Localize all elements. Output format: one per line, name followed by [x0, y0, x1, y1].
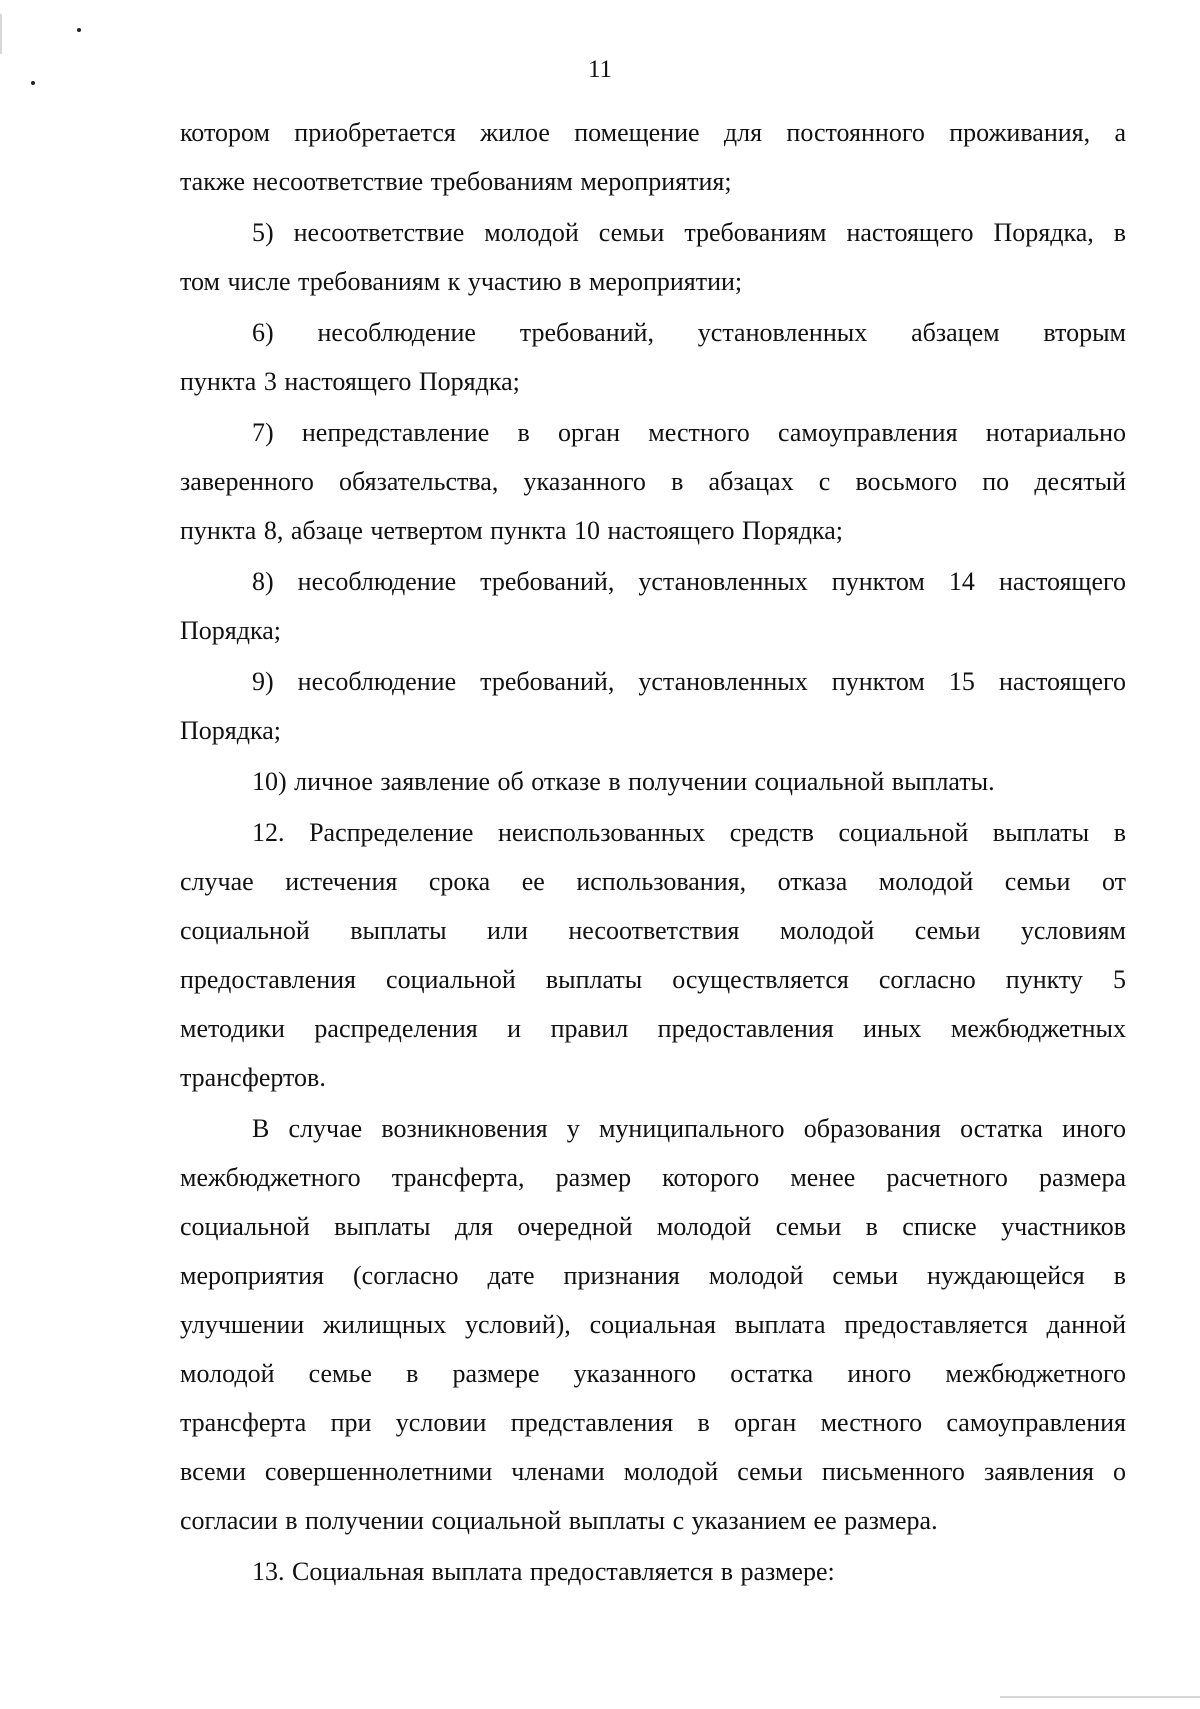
p7-line-3: пункта 8, абзаце четвертом пункта 10 настоящего Порядка; — [180, 516, 844, 545]
p9-line-2: Порядка; — [180, 716, 281, 745]
scan-edge-mark-bottom-right — [1000, 1696, 1200, 1698]
p12-line-4: предоставления социальной выплаты осуществляется согласно пункту 5 — [180, 965, 1126, 994]
p12b-line-5: улучшении жилищных условий), социальная выплата предоставляется данной — [180, 1310, 1126, 1339]
p5-line-1: 5) несоответствие молодой семьи требованиям настоящего Порядка, в — [252, 218, 1126, 247]
p6-line-1: 6) несоблюдение требований, установленных абзацем вторым — [252, 318, 1126, 347]
p10-line-1: 10) личное заявление об отказе в получении социальной выплаты. — [252, 767, 995, 796]
p7-line-1: 7) непредставление в орган местного самоуправления нотариально — [252, 418, 1126, 447]
scan-speck-top — [77, 28, 81, 32]
p0-line-1: котором приобретается жилое помещение для постоянного проживания, а — [180, 118, 1126, 147]
p12-line-2: случае истечения срока ее использования, отказа молодой семьи от — [180, 867, 1126, 896]
p12b-line-8: всеми совершеннолетними членами молодой семьи письменного заявления о — [180, 1457, 1126, 1486]
p12b-line-6: молодой семье в размере указанного остатка иного межбюджетного — [180, 1359, 1126, 1388]
p7-line-2: заверенного обязательства, указанного в абзацах с восьмого по десятый — [180, 467, 1126, 496]
p12-line-6: трансфертов. — [180, 1063, 326, 1092]
p12b-line-7: трансферта при условии представления в орган местного самоуправления — [180, 1408, 1126, 1437]
p13-line-1: 13. Социальная выплата предоставляется в размере: — [252, 1557, 835, 1586]
p12b-line-9: согласии в получении социальной выплаты с указанием ее размера. — [180, 1506, 938, 1535]
p0-line-2: также несоответствие требованиям мероприятия; — [180, 167, 732, 196]
p12b-line-3: социальной выплаты для очередной молодой семьи в списке участников — [180, 1212, 1126, 1241]
p12-line-3: социальной выплаты или несоответствия молодой семьи условиям — [180, 916, 1126, 945]
scan-edge-mark-top-left — [0, 14, 2, 54]
p9-line-1: 9) несоблюдение требований, установленных пунктом 15 настоящего — [252, 667, 1126, 696]
page-number: 11 — [587, 56, 613, 83]
document-body — [180, 108, 1126, 1596]
p12-line-1: 12. Распределение неиспользованных средств социальной выплаты в — [252, 818, 1126, 847]
p12-line-5: методики распределения и правил предоставления иных межбюджетных — [180, 1014, 1126, 1043]
p12b-line-2: межбюджетного трансферта, размер которого менее расчетного размера — [180, 1163, 1126, 1192]
p6-line-2: пункта 3 настоящего Порядка; — [180, 367, 520, 396]
p12b-line-1: В случае возникновения у муниципального образования остатка иного — [252, 1114, 1126, 1143]
p8-line-2: Порядка; — [180, 616, 281, 645]
p5-line-2: том числе требованиям к участию в мероприятии; — [180, 267, 743, 296]
p8-line-1: 8) несоблюдение требований, установленных пунктом 14 настоящего — [252, 567, 1126, 596]
p12b-line-4: мероприятия (согласно дате признания молодой семьи нуждающейся в — [180, 1261, 1126, 1290]
